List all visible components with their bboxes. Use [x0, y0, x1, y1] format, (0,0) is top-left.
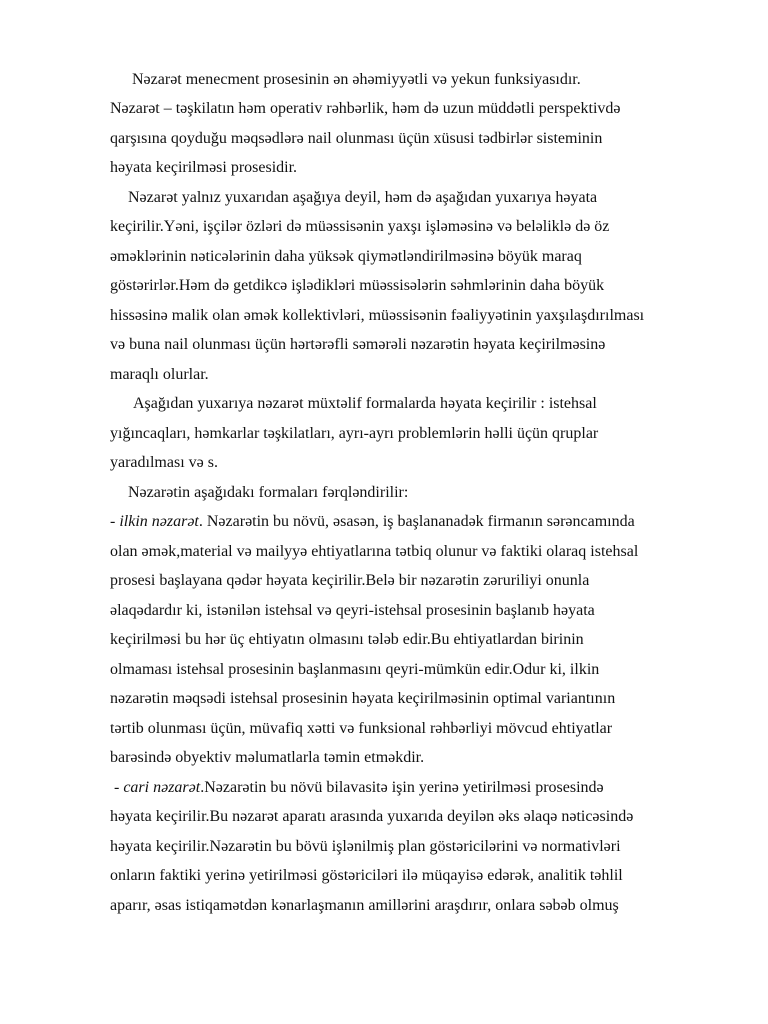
term-ilkin-nezaret: ilkin nəzarət — [119, 513, 199, 530]
text-line: həyata keçirilir.Nəzarətin bu bövü işlənilmiş plan göstəricilərini və normativləri — [110, 838, 621, 855]
text-line: göstərirlər.Həm də getdikcə işlədikləri müəssisələrin səhmlərinin daha böyük — [110, 277, 605, 294]
text-line: olmaması istehsal prosesinin başlanmasını qeyri-mümkün edir.Odur ki, ilkin — [110, 661, 600, 678]
text-line: Nəzarət menecment prosesinin ən əhəmiyyətli və yekun funksiyasıdır. — [132, 71, 581, 88]
bullet-dash: - — [110, 513, 120, 530]
text-line: onların faktiki yerinə yetirilməsi göstəriciləri ilə müqayisə edərək, analitik təhlil — [110, 867, 623, 884]
text-line: maraqlı olurlar. — [110, 366, 209, 383]
text-line: Aşağıdan yuxarıya nəzarət müxtəlif formalarda həyata keçirilir : istehsal — [133, 395, 597, 412]
text-line: Nəzarət – təşkilatın həm operativ rəhbərlik, həm də uzun müddətli perspektivdə — [110, 100, 621, 117]
text-line: nəzarətin məqsədi istehsal prosesinin həyata keçirilməsinin optimal variantının — [110, 690, 616, 707]
text-line: keçirilməsi bu hər üç ehtiyatın olmasını tələb edir.Bu ehtiyatlardan birinin — [110, 631, 584, 648]
text-line: və buna nail olunması üçün hərtərəfli səmərəli nəzarətin həyata keçirilməsinə — [110, 336, 606, 353]
text-line: tərtib olunması üçün, müvafiq xətti və funksional rəhbərliyi mövcud ehtiyatlar — [110, 720, 613, 737]
text-line: yığıncaqları, həmkarlar təşkilatları, ayrı-ayrı problemlərin həlli üçün qruplar — [110, 425, 599, 442]
text-line: qarşısına qoyduğu məqsədlərə nail olunması üçün xüsusi tədbirlər sisteminin — [110, 130, 603, 147]
text-line: əməklərinin nəticələrinin daha yüksək qiymətləndirilməsinə böyük maraq — [110, 248, 582, 265]
text-line: həyata keçirilir.Bu nəzarət aparatı arasında yuxarıda deyilən əks əlaqə nəticəsində — [110, 808, 634, 825]
text-line: həyata keçirilməsi prosesidir. — [110, 159, 298, 176]
text-line: əlaqədardır ki, istənilən istehsal və qeyri-istehsal prosesinin başlanıb həyata — [110, 602, 595, 619]
text-span: . Nəzarətin bu növü, əsasən, iş başlananadək firmanın sərəncamında — [198, 513, 635, 530]
text-line: Nəzarət yalnız yuxarıdan aşağıya deyil, həm də aşağıdan yuxarıya həyata — [128, 189, 598, 206]
text-line: keçirilir.Yəni, işçilər özləri də müəssisənin yaxşı işləməsinə və beləliklə də öz — [110, 218, 610, 235]
text-line-cari — [114, 778, 604, 798]
text-line: aparır, əsas istiqamətdən kənarlaşmanın amillərini araşdırır, onlara səbəb olmuş — [110, 897, 619, 914]
text-line: barəsində obyektiv məlumatlarla təmin etməkdir. — [110, 749, 425, 766]
bullet-dash: - — [114, 779, 124, 796]
text-line-ilkin — [110, 512, 635, 532]
term-cari-nezaret: cari nəzarət — [123, 779, 201, 796]
text-line: prosesi başlayana qədər həyata keçirilir.Belə bir nəzarətin zəruriliyi onunla — [110, 572, 590, 589]
text-line: olan əmək,material və mailyyə ehtiyatlarına tətbiq olunur və faktiki olaraq istehsal — [110, 543, 639, 560]
text-line: yaradılması və s. — [110, 454, 218, 471]
text-line: hissəsinə malik olan əmək kollektivləri, müəssisənin fəaliyyətinin yaxşılaşdırılması — [110, 307, 645, 324]
text-span: .Nəzarətin bu növü bilavasitə işin yerinə yetirilməsi prosesində — [200, 779, 604, 796]
text-line: Nəzarətin aşağıdakı formaları fərqləndirilir: — [128, 484, 409, 501]
